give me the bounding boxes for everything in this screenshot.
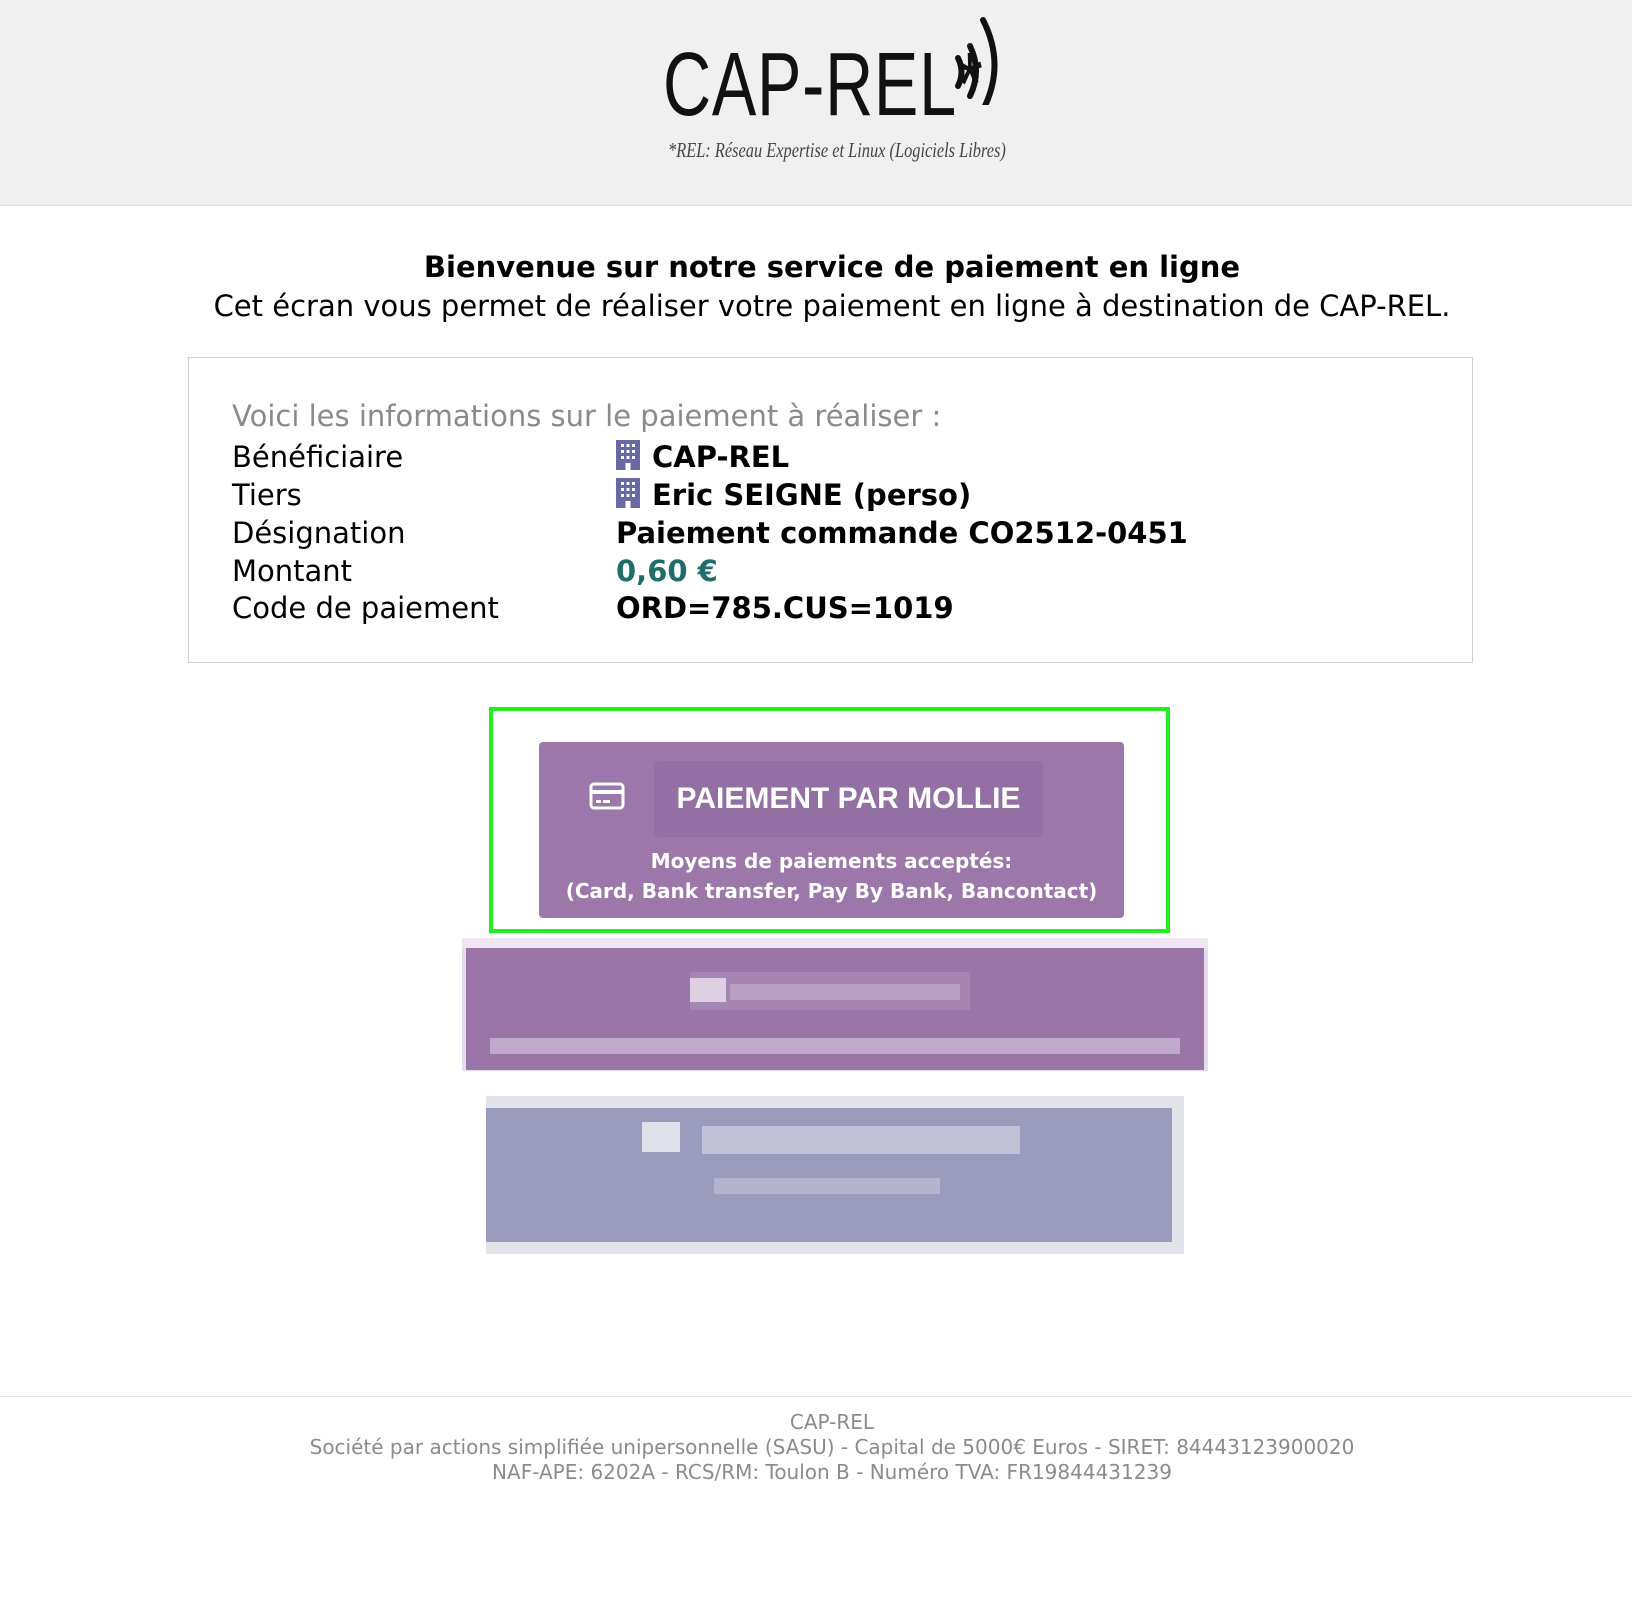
logo-tagline: *REL: Réseau Expertise et Linux (Logiciels Libres) xyxy=(668,138,1006,162)
accepted-methods-list: (Card, Bank transfer, Pay By Bank, Bancontact) xyxy=(565,879,1098,903)
beneficiary-value: CAP-REL xyxy=(652,440,790,474)
info-value xyxy=(616,438,789,479)
info-row-amount xyxy=(232,552,1432,590)
amount-value: 0,60 € xyxy=(616,554,718,588)
payment-info-box xyxy=(188,357,1473,663)
info-row-payment-code xyxy=(232,589,1432,627)
info-label: Bénéficiaire xyxy=(232,440,404,474)
welcome-subtitle: Cet écran vous permet de réaliser votre paiement en ligne à destination de CAP-REL. xyxy=(213,289,1451,323)
logo-text: CAP-REL* xyxy=(663,35,984,135)
payment-code-value: ORD=785.CUS=1019 xyxy=(616,591,954,625)
footer-divider xyxy=(0,1396,1632,1397)
footer-legal-line2: NAF-APE: 6202A - RCS/RM: Toulon B - Numéro TVA: FR19844431239 xyxy=(492,1460,1172,1484)
footer-legal-line1: Société par actions simplifiée unipersonnelle (SASU) - Capital de 5000€ Euros - SIRET: 84443123900020 xyxy=(309,1435,1355,1459)
payment-option-button-blurred[interactable] xyxy=(486,1096,1184,1254)
welcome-title: Bienvenue sur notre service de paiement en ligne xyxy=(423,250,1241,284)
page-header xyxy=(0,0,1632,206)
signal-waves-icon xyxy=(950,10,1005,105)
info-row-beneficiary xyxy=(232,438,1432,476)
payment-option-button-blurred[interactable] xyxy=(462,938,1208,1071)
footer-company: CAP-REL xyxy=(789,1410,875,1434)
cap-rel-logo[interactable] xyxy=(660,10,1005,170)
accepted-methods-title: Moyens de paiements acceptés: xyxy=(650,849,1013,873)
tiers-value: Eric SEIGNE (perso) xyxy=(652,478,972,512)
mollie-payment-button[interactable] xyxy=(539,742,1124,918)
designation-value: Paiement commande CO2512-0451 xyxy=(616,516,1188,550)
info-label: Désignation xyxy=(232,516,406,550)
mollie-label-box[interactable] xyxy=(654,761,1043,837)
info-row-tiers xyxy=(232,476,1432,514)
mollie-button-label: PAIEMENT PAR MOLLIE xyxy=(676,782,1021,815)
info-label: Code de paiement xyxy=(232,591,499,625)
info-label: Tiers xyxy=(232,478,302,512)
payment-info-intro: Voici les informations sur le paiement à réaliser : xyxy=(232,399,942,433)
building-icon xyxy=(616,440,640,479)
info-value xyxy=(616,476,971,517)
info-row-designation xyxy=(232,514,1432,552)
info-label: Montant xyxy=(232,554,353,588)
credit-card-icon xyxy=(589,782,625,810)
building-icon xyxy=(616,478,640,517)
